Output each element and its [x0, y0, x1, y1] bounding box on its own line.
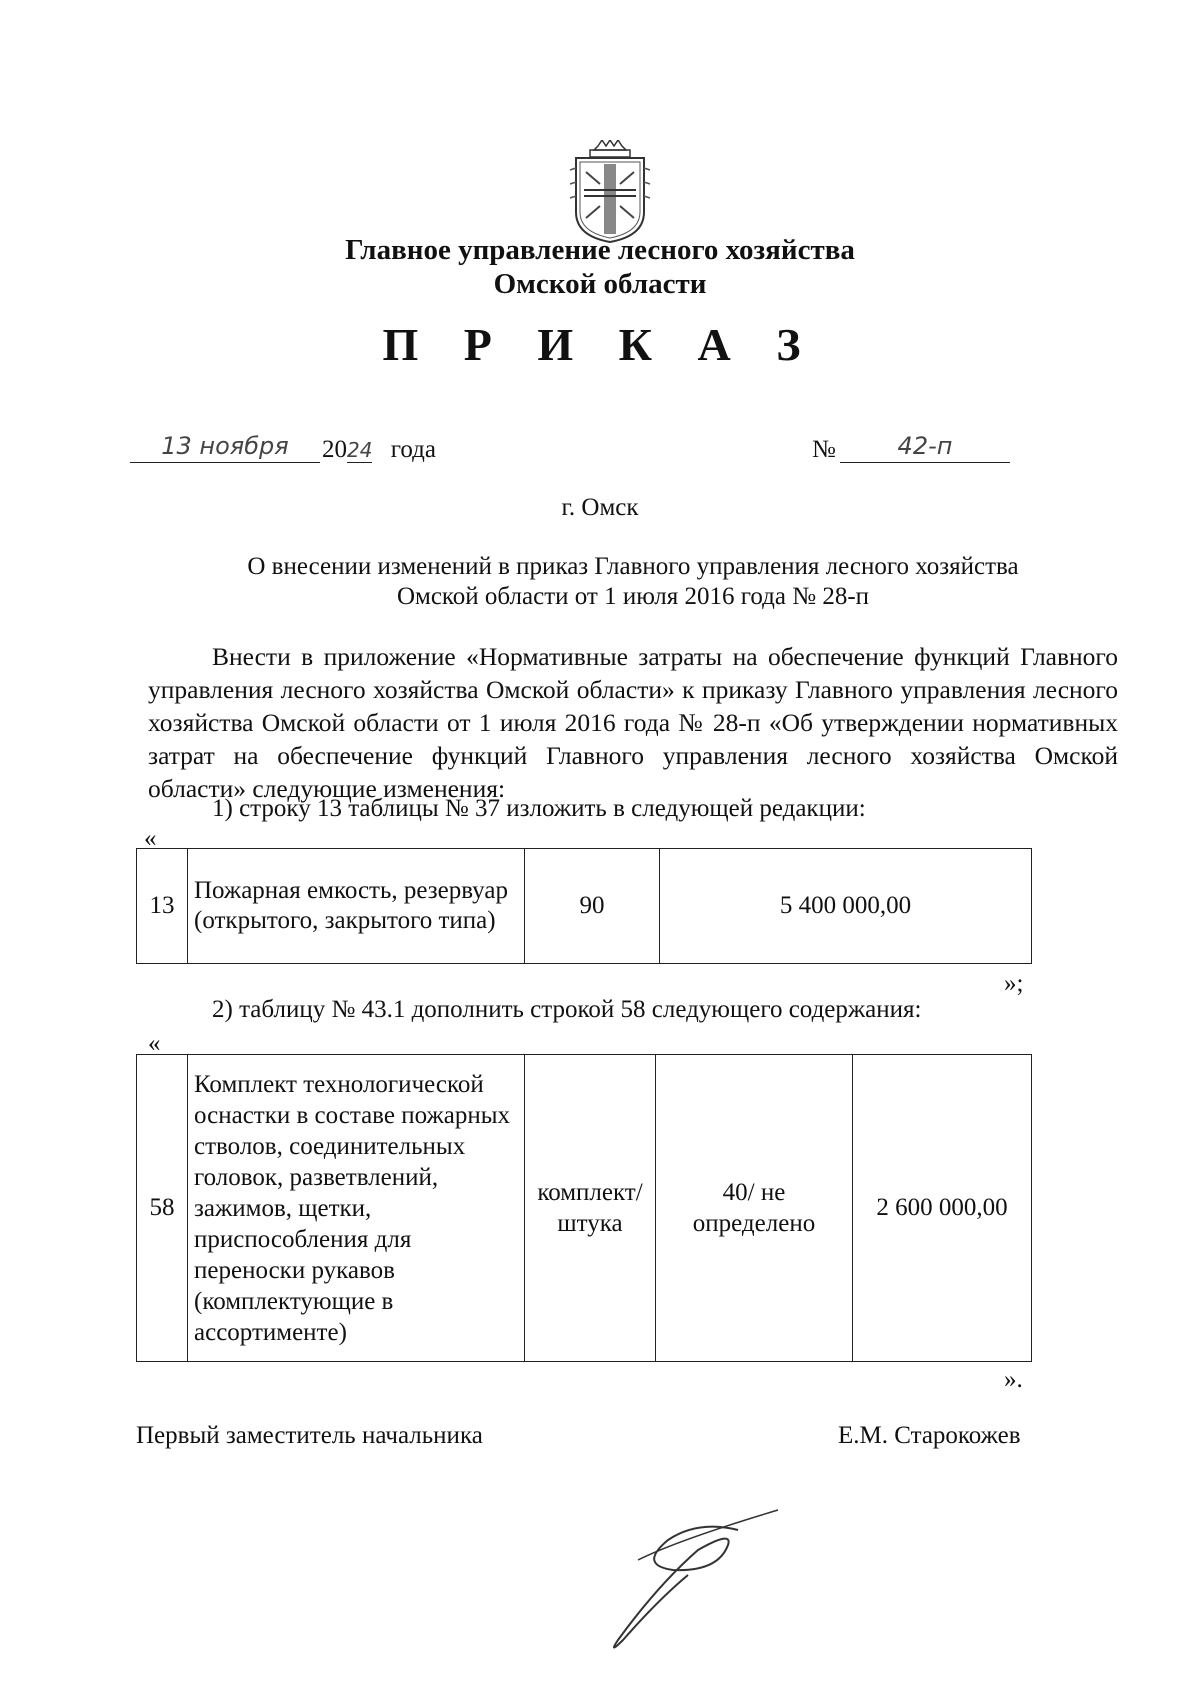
unit: комплект/ штука	[525, 1055, 656, 1362]
close-quote-2: ».	[1004, 1366, 1023, 1393]
number-handwritten: 42-п	[897, 432, 953, 460]
document-type-title: П Р И К А З	[382, 319, 818, 370]
open-quote-1: «	[144, 825, 157, 852]
price: 2 600 000,00	[853, 1055, 1032, 1362]
year-handwritten: 24	[347, 438, 373, 462]
item-1-text: 1) строку 13 таблицы № 37 изложить в следующей редакции:	[212, 795, 866, 822]
signatory-position: Первый заместитель начальника	[136, 1422, 483, 1449]
open-quote-2: «	[148, 1030, 161, 1057]
table-43-1-row-58	[136, 1054, 1032, 1362]
year-prefix: 20	[322, 436, 347, 463]
organization-name-line1: Главное управление лесного хозяйства	[345, 234, 855, 266]
row-number: 13	[137, 849, 188, 964]
organization-name-line2: Омской области	[493, 268, 707, 300]
item-2-text: 2) таблицу № 43.1 дополнить строкой 58 следующего содержания:	[212, 996, 922, 1023]
quantity: 90	[525, 849, 660, 964]
handwritten-signature	[578, 1490, 818, 1660]
coat-of-arms-emblem	[568, 140, 652, 244]
item-name: Пожарная емкость, резервуар (открытого, закрытого типа)	[188, 849, 525, 964]
number-label: №	[812, 436, 836, 463]
year-field	[322, 436, 436, 464]
close-quote-1: »;	[1004, 970, 1024, 997]
year-suffix: года	[390, 436, 436, 463]
subject-line1: О внесении изменений в приказ Главного управления лесного хозяйства	[247, 553, 1019, 580]
body-paragraph: Внести в приложение «Нормативные затраты на обеспечение функций Главного управления лесного хозяйства Омской области» к приказу Главного управления лесного хозяйства Омской области от 1 июля 2016 года № 28-п «Об утверждении нормативных затрат на обеспечение функций Главного управления лесного хозяйства Омской области» следующие изменения:	[148, 642, 1118, 803]
item-name: Комплект технологической оснастки в составе пожарных стволов, соединительных головок, разветвлений, зажимов, щетки, приспособления для переноски рукавов (комплектующие в ассортименте)	[188, 1055, 525, 1362]
signatory-name: Е.М. Старокожев	[838, 1422, 1021, 1449]
date-field	[130, 432, 320, 463]
quantity: 40/ не определено	[656, 1055, 853, 1362]
row-number: 58	[137, 1055, 188, 1362]
number-field	[840, 432, 1010, 463]
table-row	[137, 1055, 1032, 1362]
table-row	[137, 849, 1032, 964]
table-37-row-13	[136, 848, 1032, 964]
subject-line2: Омской области от 1 июля 2016 года № 28-п	[396, 583, 870, 610]
city: г. Омск	[561, 494, 639, 521]
price: 5 400 000,00	[660, 849, 1032, 964]
date-handwritten: 13 ноября	[161, 432, 289, 460]
